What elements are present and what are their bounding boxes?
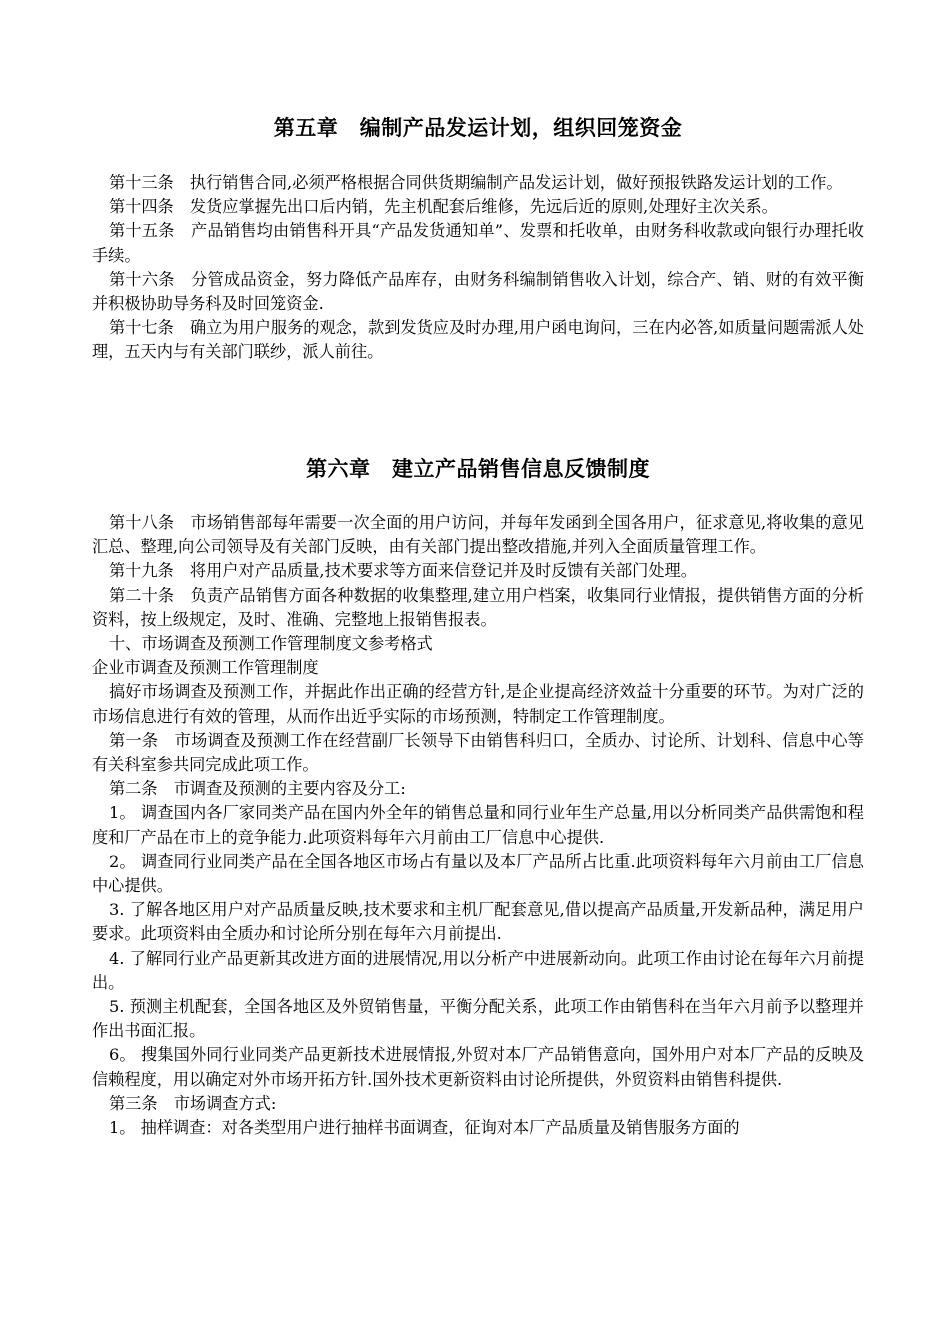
article-14: 第十四条 发货应掌握先出口后内销，先主机配套后维修，先远后近的原则,处理好主次关系。 xyxy=(109,197,778,217)
chapter6-paragraph: 第十八条 市场销售部每年需要一次全面的用户访问，并每年发函到全国各用户，征求意见,将收集的意见汇总、整理,向公司领导及有关部门反映，由有关部门提出整改措施,并列入全面质量管理工作。 xyxy=(92,513,864,557)
chapter6-paragraph: 第一条 市场调查及预测工作在经营副厂长领导下由销售科归口，全质办、讨论所、计划科、信息中心等有关科室参共同完成此项工作。 xyxy=(92,730,864,775)
article-15: 第十五条 产品销售均由销售科开具“产品发货通知单”、发票和托收单，由财务科收款或向银行办理托收手续。 xyxy=(92,221,864,265)
chapter6-paragraph: 第二十条 负责产品销售方面各种数据的收集整理,建立用户档案，收集同行业情报，提供销售方面的分析资料，按上级规定，及时、准确、完整地上报销售报表。 xyxy=(92,585,864,629)
chapter6-paragraph: 4. 了解同行业产品更新其改进方面的进展情况,用以分析产中进展新动向。此项工作由讨论在每年六月前提出。 xyxy=(92,948,864,992)
chapter5-heading-block xyxy=(92,112,864,142)
chapter6-paragraph: 搞好市场调查及预测工作，并据此作出正确的经营方针,是企业提高经济效益十分重要的环节。为对广泛的市场信息进行有效的管理，从而作出近乎实际的市场预测，特制定工作管理制度。 xyxy=(92,682,864,726)
chapter6-paragraph: 6。 搜集国外同行业同类产品更新技术进展情报,外贸对本厂产品销售意向，国外用户对本厂产品的反映及信赖程度，用以确定对外市场开拓方针.国外技术更新资料由讨论所提供，外贸资料由销售科提供. xyxy=(92,1045,864,1089)
article-16: 第十六条 分管成品资金，努力降低产品库存，由财务科编制销售收入计划，综合产、销、财的有效平衡并积极协助导务科及时回笼资金. xyxy=(92,269,864,314)
chapter6-paragraph: 企业市调查及预测工作管理制度 xyxy=(92,658,319,678)
chapter5-title: 第五章 编制产品发运计划，组织回笼资金 xyxy=(273,116,683,140)
chapter6-heading-block xyxy=(92,453,864,483)
chapter6-paragraph: 第三条 市场调查方式: xyxy=(109,1093,277,1113)
chapter6-body xyxy=(92,511,864,1140)
chapter6-paragraph: 5. 预测主机配套，全国各地区及外贸销售量，平衡分配关系，此项工作由销售科在当年六月前予以整理并作出书面汇报。 xyxy=(92,997,864,1041)
article-13: 第十三条 执行销售合同,必须严格根据合同供货期编制产品发运计划，做好预报铁路发运计划的工作。 xyxy=(109,173,843,192)
chapter6-paragraph: 1。 抽样调查：对各类型用户进行抽样书面调查，征询对本厂产品质量及销售服务方面的 xyxy=(109,1118,740,1138)
chapter6-title: 第六章 建立产品销售信息反馈制度 xyxy=(306,457,650,481)
chapter6-paragraph: 十、市场调查及预测工作管理制度文参考格式 xyxy=(109,634,433,654)
chapter6-paragraph: 第十九条 将用户对产品质量,技术要求等方面来信登记并及时反馈有关部门处理。 xyxy=(109,561,697,581)
chapter6-paragraph: 1。 调查国内各厂家同类产品在国内外全年的销售总量和同行业年生产总量,用以分析同类产品供需饱和程度和厂产品在市上的竞争能力.此项资料每年六月前由工厂信息中心提供. xyxy=(92,803,864,847)
chapter6-paragraph: 2。 调查同行业同类产品在全国各地区市场占有量以及本厂产品所占比重.此项资料每年六月前由工厂信息中心提供。 xyxy=(92,851,864,896)
article-17: 第十七条 确立为用户服务的观念，款到发货应及时办理,用户函电询问，三在内必答,如质量问题需派人处理，五天内与有关部门联纱，派人前往。 xyxy=(92,318,864,362)
chapter6-paragraph: 3. 了解各地区用户对产品质量反映,技术要求和主机厂配套意见,借以提高产品质量,开发新品种，满足用户要求。此项资料由全质办和讨论所分别在每年六月前提出. xyxy=(92,900,864,944)
chapter6-paragraph: 第二条 市调查及预测的主要内容及分工: xyxy=(109,779,406,799)
chapter5-body xyxy=(92,171,864,365)
